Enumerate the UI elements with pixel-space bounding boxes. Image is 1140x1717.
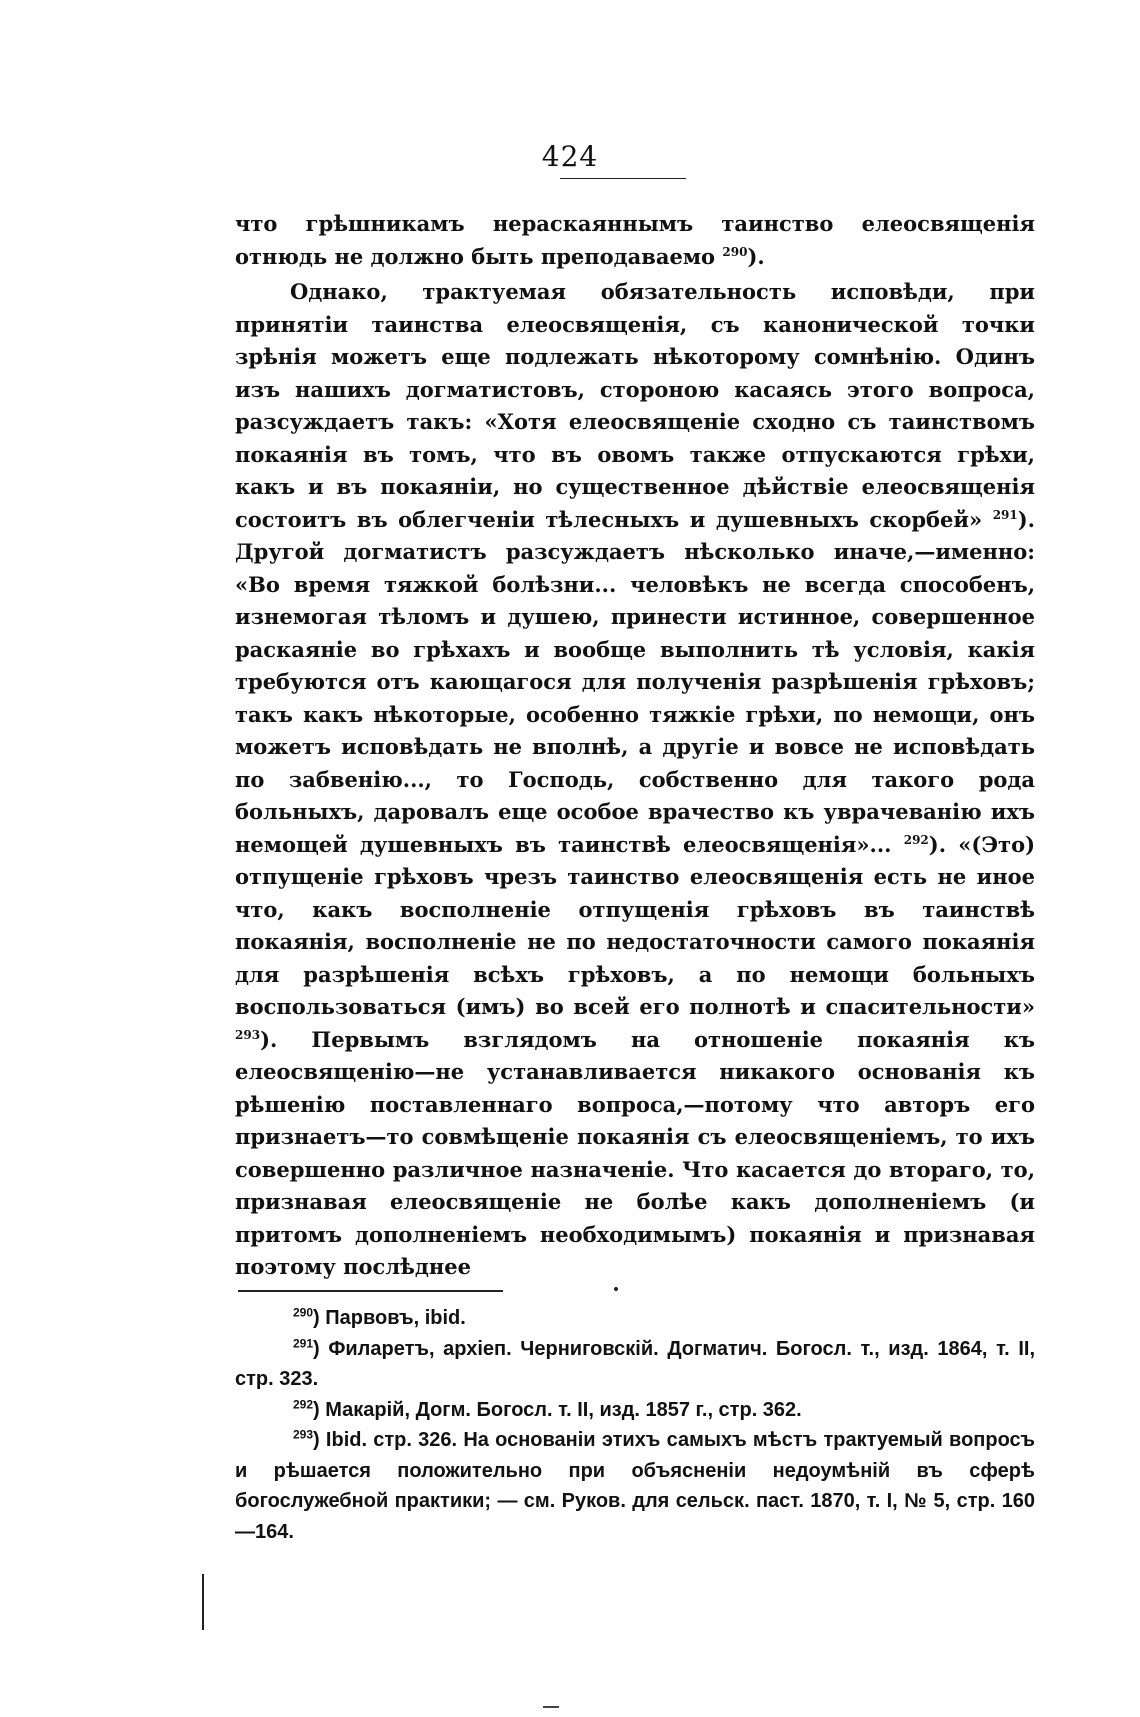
paragraph-1 [235,208,1035,273]
footnote-ref-290: 290 [722,244,748,259]
footnote-mark: 292 [293,1396,314,1411]
footnote-ref-292: 292 [903,832,929,847]
text-segment: что грѣшникамъ нераскаяннымъ таинство елеосвященія отнюдь не должно быть преподаваемо [235,211,1035,269]
footnote-292 [235,1395,1035,1426]
page-number: 424 [541,140,599,173]
text-segment: Однако, трактуемая обязательность исповѣди, при принятіи таинства елеосвященія, съ канонической точки зрѣнія можетъ еще подлежать нѣкоторому сомнѣнію. Одинъ изъ нашихъ догматистовъ, стороною касаясь этого вопроса, разсуждаетъ такъ: «Хотя елеосвященіе сходно съ таинствомъ покаянія въ томъ, что въ овомъ также отпускаются грѣхи, какъ и въ покаяніи, но существенное дѣйствіе елеосвященія состоитъ въ облегченіи тѣлесныхъ и душевныхъ скорбей» [235,279,1035,532]
footnote-ref-291: 291 [992,507,1018,522]
footnote-mark: 293 [293,1427,314,1442]
footnote-separator-dot [614,1287,618,1291]
footnote-293 [235,1425,1035,1547]
footnote-ref-293: 293 [235,1027,261,1042]
footnote-290 [235,1303,1035,1334]
footnote-mark: 291 [293,1335,314,1350]
footnote-mark: 290 [293,1305,314,1320]
footnote-text: ) Филаретъ, архіеп. Черниговскій. Догматич. Богосл. т., изд. 1864, т. II, стр. 323. [235,1337,1035,1390]
margin-mark [202,1574,204,1630]
paragraph-2 [235,276,1035,1284]
footnote-291 [235,1334,1035,1395]
bottom-dash [543,1706,559,1708]
footnote-text: ) Ibid. стр. 326. На основаніи этихъ самыхъ мѣстъ трактуемый вопросъ и рѣшается положительно при объясненіи недоумѣній въ сферѣ богослужебной практики; — см. Руков. для сельск. паст. 1870, т. I, № 5, стр. 160—164. [235,1429,1035,1543]
footnote-text: ) Парвовъ, ibid. [313,1307,466,1329]
text-segment: ). «(Это) отпущеніе грѣховъ чрезъ таинство елеосвященія есть не иное что, какъ восполненіе отпущенія грѣховъ въ таинствѣ покаянія, восполненіе не по недостаточности самого покаянія для разрѣшенія всѣхъ грѣховъ, а по немощи больныхъ воспользоваться (имъ) во всей его полнотѣ и спасительности» [235,831,1036,1019]
footnote-separator [238,1290,503,1292]
text-segment: ). Первымъ взглядомъ на отношеніе покаянія къ елеосвященію—не устанавливается никакого основанія къ рѣшенію поставленнаго вопроса,—потому что авторъ его признаетъ—то совмѣщеніе покаянія съ елеосвященіемъ, то ихъ совершенно различное назначеніе. Что касается до втораго, то, признавая елеосвященіе не болѣе какъ дополненіемъ (и притомъ дополненіемъ необходимымъ) покаянія и признавая поэтому послѣднее [235,1026,1035,1279]
text-segment: ). [747,243,765,269]
page-number-rule [560,178,686,179]
main-text [235,208,1035,1284]
footnote-text: ) Макарій, Догм. Богосл. т. II, изд. 1857 г., стр. 362. [313,1398,802,1421]
text-segment: ). Другой догматистъ разсуждаетъ нѣсколько иначе,—именно: «Во время тяжкой болѣзни... человѣкъ не всегда способенъ, изнемогая тѣломъ и душею, принести истинное, совершенное раскаяніе во грѣхахъ и вообще выполнить тѣ условія, какія требуются отъ кающагося для полученія разрѣшенія грѣховъ; такъ какъ нѣкоторые, особенно тяжкіе грѣхи, по немощи, онъ можетъ исповѣдать не вполнѣ, а другіе и вовсе не исповѣдать по забвенію..., то Господь, собственно для такого рода больныхъ, даровалъ еще особое врачество къ уврачеванію ихъ немощей душевныхъ въ таинствѣ елеосвященія»... [235,506,1035,857]
footnotes [235,1303,1035,1547]
